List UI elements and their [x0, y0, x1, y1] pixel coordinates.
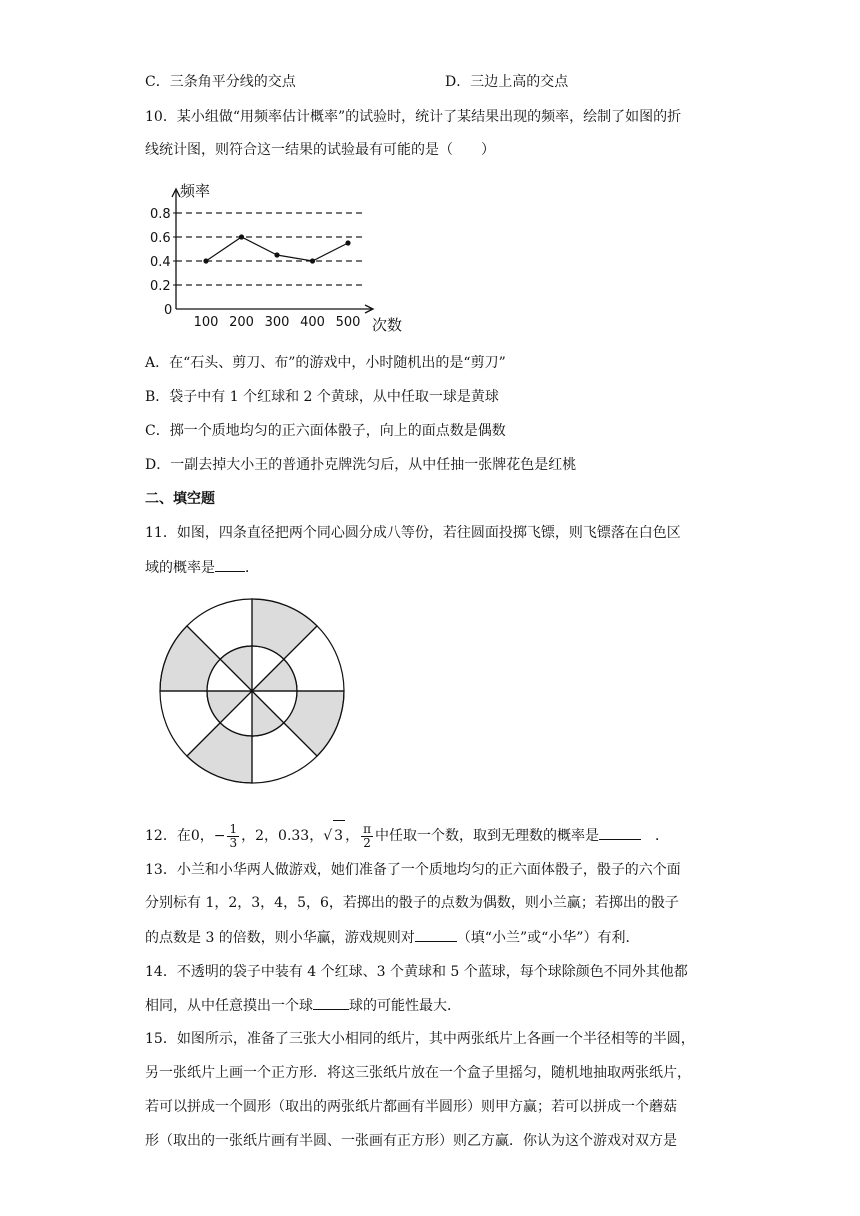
q13-answer-blank [415, 927, 457, 942]
q12-zero: 0， [190, 828, 214, 844]
q11-answer-blank [215, 557, 245, 572]
q14-text-line1: 14．不透明的袋子中装有 4 个红球、3 个黄球和 5 个蓝球，每个球除颜色不同外其他都 [145, 964, 688, 980]
q14-text-prefix: 相同，从中任意摸出一个球 [145, 998, 313, 1014]
q10-option-c: C．掷一个质地均匀的正六面体骰子，向上的面点数是偶数 [145, 423, 506, 439]
q14-text-end: 球的可能性最大． [349, 998, 461, 1014]
fraction-pi-over-two [361, 823, 373, 850]
x-tick-label: 200 [229, 315, 254, 330]
q15-text-line1: 15．如图所示，准备了三张大小相同的纸片，其中两张纸片上各画一个半径相等的半圆， [145, 1031, 695, 1047]
concentric-circles-figure [157, 596, 347, 786]
q15-text-line2: 另一张纸片上画一个正方形．将这三张纸片放在一个盒子里摇匀，随机地抽取两张纸片， [145, 1065, 691, 1081]
sqrt-sign: √ [323, 828, 333, 844]
data-point [274, 252, 279, 257]
x-tick-label: 500 [335, 315, 361, 330]
x-tick-label: 400 [300, 315, 325, 330]
q14-text-line2 [145, 995, 461, 1016]
fraction-numerator: π [363, 821, 371, 836]
q12-numbers: ，2，0.33， [241, 828, 324, 844]
q14-answer-blank [313, 995, 349, 1010]
q10-text-line1: 10．某小组做“用频率估计概率”的试验时，统计了某结果出现的频率，绘制了如图的折 [145, 109, 682, 125]
q13-text-line3 [145, 927, 639, 948]
q13-text-line1: 13．小兰和小华两人做游戏，她们准备了一个质地均匀的正六面体骰子，骰子的六个面 [145, 862, 681, 878]
q9-option-c: C．三条角平分线的交点 [145, 74, 296, 90]
sqrt-radicand: 3 [333, 820, 345, 851]
data-point [239, 234, 244, 239]
x-tick-label: 300 [264, 315, 290, 330]
q11-text-end: ． [245, 560, 259, 576]
q12-comma: ， [345, 828, 360, 844]
frequency-line-chart [140, 177, 420, 337]
section-heading: 二、填空题 [145, 491, 215, 507]
q10-option-d: D．一副去掉大小王的普通扑克牌洗匀后，从中任抽一张牌花色是红桃 [145, 457, 577, 473]
q11-text-prefix: 域的概率是 [145, 560, 215, 576]
q10-option-a: A．在“石头、剪刀、布”的游戏中，小时随机出的是“剪刀” [145, 355, 506, 371]
q12-minus: − [213, 828, 226, 844]
q12-text [145, 820, 669, 851]
q13-text-line2: 分别标有 1，2，3，4，5，6，若掷出的骰子的点数为偶数，则小兰赢；若掷出的骰子 [145, 895, 679, 911]
y-tick-label: 0.2 [150, 279, 171, 294]
fraction-numerator: 1 [229, 821, 238, 836]
data-point [203, 258, 208, 263]
q13-text-end: （填“小兰”或“小华”）有利． [456, 930, 640, 946]
q15-text-line3: 若可以拼成一个圆形（取出的两张纸片都画有半圆形）则甲方赢；若可以拼成一个蘑菇 [145, 1099, 677, 1115]
q11-text-line2 [145, 557, 259, 578]
y-axis-label: 频率 [180, 182, 211, 200]
q10-text-line2: 线统计图，则符合这一结果的试验最有可能的是（ ） [145, 142, 495, 158]
y-tick-label: 0.8 [150, 207, 171, 222]
data-point [345, 240, 350, 245]
y-tick-label: 0 [164, 303, 173, 318]
y-tick-label: 0.6 [150, 231, 171, 246]
q11-text-line1: 11．如图，四条直径把两个同心圆分成八等份，若往圆面投掷飞镖，则飞镖落在白色区 [145, 525, 681, 541]
q12-prefix: 12．在 [145, 828, 191, 844]
q10-option-b: B．袋子中有 1 个红球和 2 个黄球，从中任取一球是黄球 [145, 389, 499, 405]
x-tick-label: 100 [193, 315, 219, 330]
y-tick-label: 0.4 [150, 255, 171, 270]
q13-text-prefix: 的点数是 3 的倍数，则小华赢，游戏规则对 [145, 930, 415, 946]
q12-end: ． [654, 828, 669, 844]
x-axis-label: 次数 [372, 316, 403, 334]
fraction-denominator: 2 [363, 835, 371, 850]
q12-answer-blank [599, 825, 641, 840]
q12-question: 中任取一个数，取到无理数的概率是 [374, 828, 599, 844]
q15-text-line4: 形（取出的一张纸片画有半圆、一张画有正方形）则乙方赢．你认为这个游戏对双方是 [145, 1133, 677, 1149]
fraction-one-third [227, 823, 239, 850]
fraction-denominator: 3 [229, 835, 238, 850]
data-point [310, 258, 315, 263]
q9-option-d: D．三边上高的交点 [445, 74, 569, 90]
